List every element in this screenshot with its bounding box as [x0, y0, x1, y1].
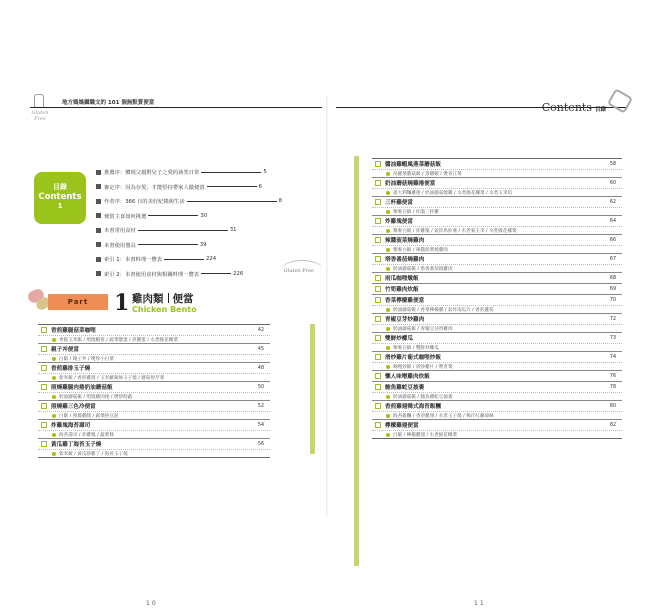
intro-label: 便當主食如何挑選	[104, 213, 147, 220]
recipe-sub: 咖哩炒飯 / 滑炒雞片 / 燙青菜	[393, 364, 453, 370]
leader-line	[164, 259, 204, 260]
recipe-sub: 香鬆玉米飯 / 照燒蝦排 / 蔬菜燉蛋 / 煎雞蛋 / 水煮綠花椰菜	[59, 337, 178, 343]
dot-icon	[52, 338, 56, 342]
leader-line	[201, 172, 261, 173]
checkbox-icon[interactable]	[375, 384, 381, 390]
recipe-title: 親子丼便當	[51, 347, 79, 353]
recipe-sub: 奶油蘑菇飯 / 鮪魚雞蛇豆披裹	[393, 394, 453, 400]
recipe-title-row	[372, 178, 622, 188]
bullet-icon	[96, 242, 101, 247]
recipe-components	[38, 411, 270, 419]
recipe-components	[38, 354, 270, 362]
recipe-entry[interactable]	[372, 235, 622, 254]
bullet-icon	[96, 228, 101, 233]
gluten-free-label: Gluten Free	[283, 268, 314, 274]
checkbox-icon[interactable]	[375, 256, 381, 262]
part-banner	[26, 290, 122, 312]
recipe-title: 雙鮮炒櫛瓜	[385, 336, 413, 342]
recipe-title-row	[372, 159, 622, 169]
recipe-components	[38, 392, 270, 400]
intro-page: 8	[278, 198, 283, 205]
recipe-components	[372, 430, 622, 438]
recipe-title-row	[372, 273, 622, 283]
recipe-sub: 藜麥白飯 / 雙鮮炒櫛瓜	[393, 345, 439, 351]
recipe-title: 香菜檸檬雞便當	[385, 298, 425, 304]
dot-icon	[386, 172, 390, 176]
leader-line	[148, 215, 198, 216]
recipe-components	[372, 226, 622, 234]
recipe-title-row	[372, 420, 622, 430]
checkbox-icon[interactable]	[41, 365, 47, 371]
recipe-title: 辣醬菠菜燒雞肉	[385, 238, 425, 244]
recipe-title-row	[38, 401, 270, 411]
intro-label: 本書使用器具	[104, 242, 136, 249]
checkbox-icon[interactable]	[375, 335, 381, 341]
recipe-sub: 藜麥白飯 / 辣醬菠菜燒雞肉	[393, 247, 449, 253]
recipe-components	[372, 392, 622, 400]
recipe-title-row	[38, 439, 270, 449]
leader-line	[207, 186, 257, 187]
recipe-page: 60	[609, 180, 616, 186]
recipe-title: 鮪魚雞蛇豆披裹	[385, 385, 425, 391]
recipe-sub: 海苔飯糰 / 香煎雞翅 / 水煮玉子燒 / 梅汁紅蘿蔔絲	[393, 413, 494, 419]
checkbox-icon[interactable]	[375, 161, 381, 167]
dot-icon	[52, 433, 56, 437]
green-side-bar	[310, 324, 315, 454]
intro-item[interactable]	[96, 209, 318, 224]
dot-icon	[52, 376, 56, 380]
recipe-sub: 紫米飯 / 香煎雞排 / 玉米蘿蔔絲玉子燒 / 蘑菇炒芹菜	[59, 375, 165, 381]
dot-icon	[386, 346, 390, 350]
recipe-title-row	[38, 344, 270, 354]
recipe-list-left	[38, 324, 270, 458]
badge-num: 1	[57, 202, 63, 210]
intro-item[interactable]	[96, 180, 318, 195]
recipe-title-row	[38, 420, 270, 430]
recipe-title-row	[372, 333, 622, 343]
recipe-entry[interactable]	[372, 284, 622, 295]
checkbox-icon[interactable]	[375, 199, 381, 205]
recipe-components	[38, 430, 270, 438]
intro-label: 索引 1：本書料理一覽表	[104, 257, 163, 264]
recipe-components	[372, 169, 622, 177]
contents-badge	[34, 172, 86, 224]
recipe-components	[372, 411, 622, 419]
intro-label: 推薦序：體現父親對兒子之愛的執笑日常	[104, 170, 200, 177]
intro-item[interactable]	[96, 194, 318, 209]
recipe-sub: 白飯 / 親子丼 / 燙炒小白菜	[59, 356, 114, 362]
recipe-entry[interactable]	[38, 325, 270, 344]
recipe-title: 黃瓜雞丁海苔玉子燒	[51, 442, 102, 448]
dot-icon	[386, 414, 390, 418]
recipe-page: 70	[609, 297, 616, 303]
dot-icon	[52, 414, 56, 418]
recipe-page: 64	[609, 218, 616, 224]
green-side-bar	[354, 156, 359, 566]
recipe-title: 奶油蘑菇燒雞捲便當	[385, 181, 436, 187]
left-page	[22, 92, 322, 607]
dot-icon	[52, 395, 56, 399]
recipe-components	[372, 324, 622, 332]
recipe-title-row	[372, 314, 622, 324]
part-title-b: 便當	[172, 293, 194, 305]
recipe-sub: 紫米飯 / 黃瓜炒雞丁 / 海苔玉子燒	[59, 451, 128, 457]
checkbox-icon[interactable]	[41, 346, 47, 352]
recipe-sub: 奶油蘑菇飯 / 香菜檸檬雞 / 氣炸南瓜片 / 香煎蘆筍	[393, 307, 494, 313]
recipe-title: 滑炒雞片葡式咖哩炒飯	[385, 355, 441, 361]
recipe-title: 炸雞塊便當	[385, 219, 413, 225]
recipe-entry[interactable]	[372, 371, 622, 382]
recipe-components	[372, 188, 622, 196]
gluten-free-logo	[26, 94, 54, 126]
recipe-title-row	[372, 235, 622, 245]
recipe-page: 52	[257, 403, 264, 409]
dot-icon	[386, 248, 390, 252]
book-title: 地方媽媽攝職文的 101 個無麩質便當	[62, 100, 155, 106]
badge-en: Contents	[38, 192, 82, 202]
contents-heading	[542, 101, 606, 114]
recipe-sub: 白飯 / 照燒雞腿 / 蔬菜拼豆泥	[59, 413, 119, 419]
recipe-components	[372, 264, 622, 272]
intro-label: 本書常用食材	[104, 228, 136, 235]
dot-icon	[52, 452, 56, 456]
part-title-a: 雞肉類	[132, 293, 164, 305]
dot-icon	[386, 327, 390, 331]
recipe-title-row	[372, 382, 622, 392]
dot-icon	[386, 191, 390, 195]
intro-item[interactable]	[96, 223, 318, 238]
recipe-entry[interactable]	[372, 382, 622, 401]
badge-cn: 目錄	[53, 183, 67, 191]
intro-page: 224	[206, 256, 217, 263]
right-page	[336, 92, 636, 607]
dot-icon	[386, 308, 390, 312]
recipe-entry[interactable]	[372, 216, 622, 235]
recipe-components	[372, 305, 622, 313]
recipe-entry[interactable]	[372, 314, 622, 333]
checkbox-icon[interactable]	[375, 422, 381, 428]
dot-icon	[386, 395, 390, 399]
intro-item[interactable]	[96, 238, 318, 253]
recipe-components	[372, 207, 622, 215]
recipe-components	[372, 362, 622, 370]
recipe-page: 73	[609, 335, 616, 341]
part-title	[132, 291, 194, 306]
checkbox-icon[interactable]	[375, 275, 381, 281]
recipe-title-row	[372, 254, 622, 264]
recipe-page: 54	[257, 422, 264, 428]
part-subtitle: Chicken Bento	[132, 305, 197, 314]
recipe-title-row	[38, 382, 270, 392]
recipe-page: 78	[609, 384, 616, 390]
intro-label: 作者序：366 日的美好紀錄與生活	[104, 199, 185, 206]
recipe-title-row	[372, 295, 622, 305]
recipe-title: 香煎雞翅韓式海苔飯糰	[385, 404, 441, 410]
checkbox-icon[interactable]	[375, 180, 381, 186]
recipe-title: 醬油雞蝦風燕菜蘑菇飯	[385, 162, 441, 168]
bottle-icon	[34, 94, 44, 108]
recipe-sub: 義大利麵雞捲 / 奶油蘑菇燒雞 / 水煮綠花椰菜 / 水煮玉米筍	[393, 190, 513, 196]
intro-page: 226	[233, 270, 244, 277]
bullet-icon	[96, 213, 101, 218]
recipe-components	[38, 449, 270, 457]
recipe-title: 檸檬雞翅便當	[385, 423, 419, 429]
dot-icon	[386, 210, 390, 214]
leader-line	[187, 201, 277, 202]
dot-icon	[386, 229, 390, 233]
recipe-title: 竹筍雞肉炊飯	[385, 287, 419, 293]
recipe-sub: 奶油蘑菇飯 / 照燒雞肉捲 / 燙炒時蔬	[59, 394, 133, 400]
recipe-list-right	[372, 158, 622, 439]
recipe-page: 80	[609, 403, 616, 409]
recipe-page: 82	[609, 422, 616, 428]
recipe-components	[38, 335, 270, 343]
recipe-title-row	[38, 325, 270, 335]
intro-page: 31	[229, 227, 237, 234]
intro-page: 30	[200, 212, 208, 219]
dot-icon	[386, 433, 390, 437]
recipe-page: 68	[609, 275, 616, 281]
page-number-left: 10	[146, 600, 158, 607]
intro-label: 審定序：因為存愛，才能堅持帶家人做便當	[104, 184, 205, 191]
recipe-components	[38, 373, 270, 381]
recipe-entry[interactable]	[38, 344, 270, 363]
recipe-components	[372, 343, 622, 351]
checkbox-icon[interactable]	[375, 297, 381, 303]
recipe-entry[interactable]	[372, 254, 622, 273]
recipe-page: 62	[609, 199, 616, 205]
checkbox-icon[interactable]	[41, 327, 47, 333]
leader-line	[201, 273, 231, 274]
intro-item[interactable]	[96, 165, 318, 180]
logo-text: Gluten Free	[31, 110, 49, 122]
leader-line	[138, 244, 198, 245]
bullet-icon	[96, 199, 101, 204]
recipe-sub: 高麗菜蘑菇飯 / 蒸雞蝦 / 燙青江菜	[393, 171, 462, 177]
recipe-entry[interactable]	[38, 439, 270, 457]
recipe-sub: 海苔壽司 / 炸雞塊 / 蔬菜條	[59, 432, 114, 438]
paperclip-icon	[607, 88, 633, 114]
recipe-entry[interactable]	[372, 295, 622, 314]
recipe-page: 72	[609, 316, 616, 322]
checkbox-icon[interactable]	[41, 384, 47, 390]
recipe-page: 45	[257, 346, 264, 352]
recipe-sub: 白飯 / 檸檬雞翅 / 水煮綠花椰菜	[393, 432, 458, 438]
recipe-title: 照燒雞三色冷便當	[51, 404, 96, 410]
leader-line	[138, 230, 228, 231]
contents-cn: 目錄	[594, 107, 606, 113]
recipe-entry[interactable]	[372, 352, 622, 371]
contents-word: Contents	[541, 101, 592, 114]
recipe-page: 76	[609, 373, 616, 379]
recipe-sub: 奶油蘑菇飯 / 青椒豆芽炒雞肉	[393, 326, 453, 332]
recipe-page: 50	[257, 384, 264, 390]
intro-label: 索引 2：本書使用食材與相關料理一覽表	[104, 271, 200, 278]
recipe-page: 69	[609, 286, 616, 292]
checkbox-icon[interactable]	[375, 316, 381, 322]
recipe-title-row	[372, 284, 622, 294]
recipe-entry[interactable]	[372, 178, 622, 197]
recipe-entry[interactable]	[372, 273, 622, 284]
dot-icon	[386, 267, 390, 271]
intro-page: 5	[263, 169, 267, 176]
recipe-title: 塔香番茄燒雞肉	[385, 257, 425, 263]
intro-page: 39	[199, 241, 207, 248]
recipe-title: 懶人味噌雞肉炊飯	[385, 374, 430, 380]
recipe-page: 66	[609, 237, 616, 243]
recipe-entry[interactable]	[372, 159, 622, 178]
recipe-title: 三杯雞便當	[385, 200, 413, 206]
recipe-entry[interactable]	[38, 382, 270, 401]
recipe-title: 香煎雞排玉子燒	[51, 366, 91, 372]
recipe-components	[372, 245, 622, 253]
book-spine	[326, 96, 328, 516]
recipe-title: 青椒豆芽炒雞肉	[385, 317, 425, 323]
recipe-page: 48	[257, 365, 264, 371]
bullet-icon	[96, 257, 101, 262]
title-divider	[168, 293, 169, 303]
recipe-page: 42	[257, 327, 264, 333]
checkbox-icon[interactable]	[375, 373, 381, 379]
part-number: 1	[114, 290, 130, 316]
recipe-sub: 奶油蘑菇飯 / 塔香番茄燒雞肉	[393, 266, 453, 272]
bullet-icon	[96, 170, 101, 175]
recipe-title-row	[372, 401, 622, 411]
recipe-entry[interactable]	[372, 401, 622, 420]
bullet-icon	[96, 184, 101, 189]
recipe-title-row	[372, 371, 622, 381]
checkbox-icon[interactable]	[41, 403, 47, 409]
recipe-sub: 藜麥白飯 / 杜鵑三杯雞	[393, 209, 439, 215]
bullet-icon	[96, 271, 101, 276]
recipe-title: 炸雞塊海苔壽司	[51, 423, 91, 429]
recipe-title: 雨瓜咖哩燉飯	[385, 276, 419, 282]
recipe-entry[interactable]	[38, 401, 270, 420]
checkbox-icon[interactable]	[375, 218, 381, 224]
recipe-page: 74	[609, 354, 616, 360]
checkbox-icon[interactable]	[375, 354, 381, 360]
intro-page: 6	[258, 183, 263, 190]
recipe-entry[interactable]	[372, 333, 622, 352]
recipe-title-row	[372, 197, 622, 207]
recipe-entry[interactable]	[372, 197, 622, 216]
recipe-page: 67	[609, 256, 616, 262]
recipe-page: 56	[257, 441, 264, 447]
dot-icon	[386, 365, 390, 369]
dot-icon	[52, 357, 56, 361]
recipe-entry[interactable]	[38, 363, 270, 382]
recipe-page: 58	[609, 161, 616, 167]
page-number-right: 11	[474, 600, 486, 607]
recipe-title-row	[372, 352, 622, 362]
checkbox-icon[interactable]	[41, 441, 47, 447]
part-tag: Part	[48, 294, 108, 310]
recipe-title: 照燒雞腿肉捲奶油蘑菇飯	[51, 385, 113, 391]
checkbox-icon[interactable]	[375, 403, 381, 409]
recipe-entry[interactable]	[38, 420, 270, 439]
recipe-title-row	[372, 216, 622, 226]
header-rule	[30, 107, 322, 108]
checkbox-icon[interactable]	[375, 286, 381, 292]
recipe-title: 香煎雞腿菇菜咖哩	[51, 328, 96, 334]
recipe-title-row	[38, 363, 270, 373]
checkbox-icon[interactable]	[41, 422, 47, 428]
checkbox-icon[interactable]	[375, 237, 381, 243]
recipe-sub: 藜麥白飯 / 炸雞塊 / 氣炸馬鈴薯 / 水煮菊玉米 / 水煮綠花椰菜	[393, 228, 517, 234]
recipe-entry[interactable]	[372, 420, 622, 438]
